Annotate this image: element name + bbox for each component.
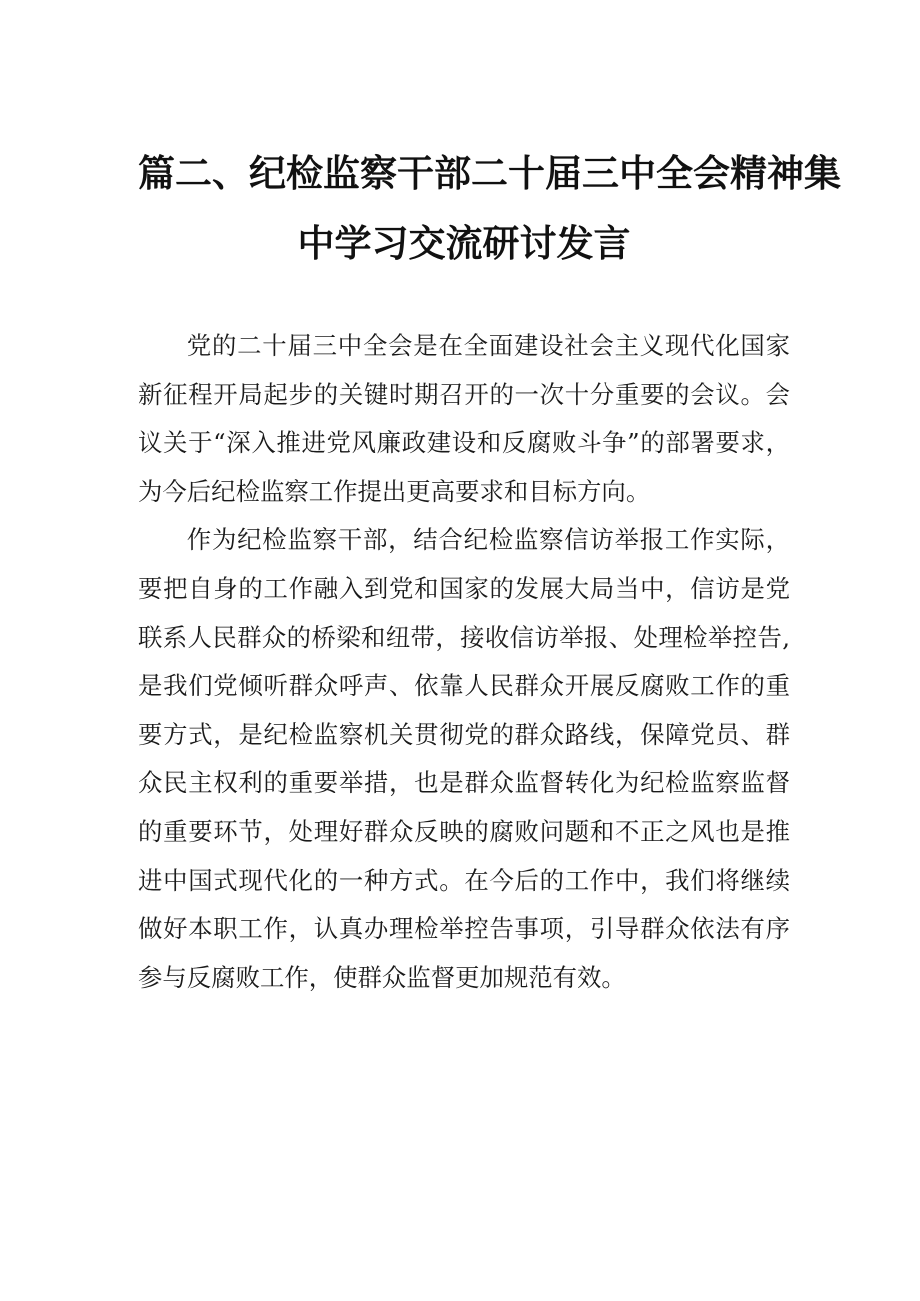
paragraph-2: 作为纪检监察干部，结合纪检监察信访举报工作实际，要把自身的工作融入到党和国家的发展大局当中，信访是党联系人民群众的桥梁和纽带，接收信访举报、处理检举控告,是我们党倾听群众呼声、依靠人民群众开展反腐败工作的重要方式，是纪检监察机关贯彻党的群众路线，保障党员、群众民主权利的重要举措，也是群众监督转化为纪检监察监督的重要环节，处理好群众反映的腐败问题和不正之风也是推进中国式现代化的一种方式。在今后的工作中，我们将继续做好本职工作，认真办理检举控告事项，引导群众依法有序参与反腐败工作，使群众监督更加规范有效。 [138,525,790,992]
document-title-line-2: 中学习交流研讨发言 [297,222,631,265]
paragraph-1: 党的二十届三中全会是在全面建设社会主义现代化国家新征程开局起步的关键时期召开的一次十分重要的会议。会议关于“深入推进党风廉政建设和反腐败斗争”的部署要求，为今后纪检监察工作提出更高要求和目标方向。 [138,331,790,506]
document-title-line-1: 篇二、纪检监察干部二十届三中全会精神集 [138,152,841,195]
document-body [138,322,790,1002]
